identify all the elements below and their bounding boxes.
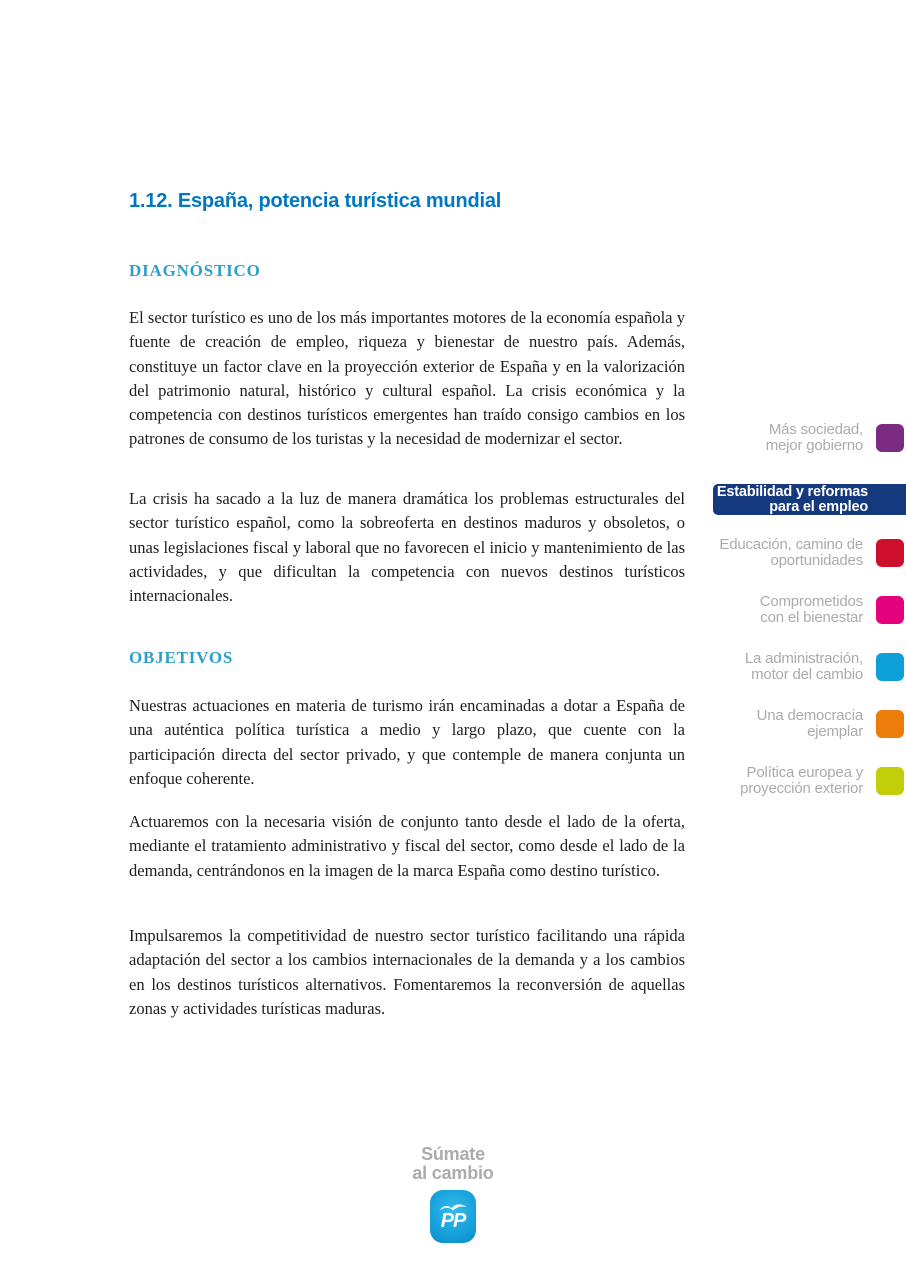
paragraph: Impulsaremos la competitividad de nuestro sector turístico facilitando una rápida adaptación del sector a los cambios internacionales de la demanda y a los cambios en los destinos turísticos alternativos. Fomentaremos la reconversión de aquellas zonas y actividades turísticas maduras. [129, 926, 685, 1018]
sidebar-item-label: Política europea y proyección exterior [740, 763, 863, 797]
sidebar-item-label: La administración, motor del cambio [744, 649, 863, 683]
chapter-color-swatch [876, 539, 904, 567]
sidebar-item-mas-sociedad[interactable] [766, 421, 906, 455]
sidebar-item-democracia[interactable] [757, 707, 906, 741]
chapter-color-swatch [876, 596, 904, 624]
chapter-color-swatch [876, 710, 904, 738]
paragraph: La crisis ha sacado a la luz de manera dramática los problemas estructurales del sector turístico español, como la sobreoferta en destinos maduros y obsoletos, o unas legislaciones fiscal y laboral que no favorecen el inicio y mantenimiento de las actividades, y que dificultan la competencia con nuevos destinos turísticos internacionales. [129, 489, 685, 606]
sidebar-item-politica-europea[interactable] [740, 764, 906, 798]
sidebar-item-label: Comprometidos con el bienestar [759, 592, 863, 626]
page-title: 1.12. España, potencia turística mundial [129, 190, 502, 212]
sidebar-item-estabilidad-active[interactable]: Estabilidad y reformas para el empleo [713, 484, 906, 515]
footer-slogan: Súmate al cambio [412, 1144, 494, 1183]
chapter-color-swatch [876, 424, 904, 452]
sidebar-item-label: Educación, camino de oportunidades [719, 535, 863, 569]
chapter-color-swatch [876, 767, 904, 795]
pp-party-logo [430, 1190, 476, 1243]
sidebar-item-educacion[interactable] [719, 536, 906, 570]
sidebar-item-administracion[interactable] [745, 650, 906, 684]
pp-logo-text: PP [440, 1210, 466, 1232]
paragraph: El sector turístico es uno de los más importantes motores de la economía española y fuente de creación de empleo, riqueza y bienestar de nuestro país. Además, constituye un factor clave en la proyección exterior de España y en la valorización del patrimonio natural, histórico y cultural español. La crisis económica y la competencia con destinos turísticos emergentes han traído consigo cambios en los patrones de consumo de los turistas y la necesidad de modernizar el sector. [129, 308, 685, 449]
sidebar-item-comprometidos[interactable] [760, 593, 906, 627]
section-heading-diagnostico: DIAGNÓSTICO [129, 261, 261, 280]
chapter-color-swatch [876, 653, 904, 681]
paragraph: Nuestras actuaciones en materia de turismo irán encaminadas a dotar a España de una auténtica política turística a medio y largo plazo, que cuente con la participación directa del sector privado, y que contemple de manera conjunta un enfoque coherente. [129, 696, 685, 788]
paragraph: Actuaremos con la necesaria visión de conjunto tanto desde el lado de la oferta, mediante el tratamiento administrativo y fiscal del sector, como desde el lado de la demanda, centrándonos en la imagen de la marca España como destino turístico. [129, 812, 685, 880]
sidebar-item-label: Más sociedad, mejor gobierno [765, 420, 863, 454]
sidebar-item-label: Una democracia ejemplar [756, 706, 863, 740]
section-heading-objetivos: OBJETIVOS [129, 648, 234, 667]
